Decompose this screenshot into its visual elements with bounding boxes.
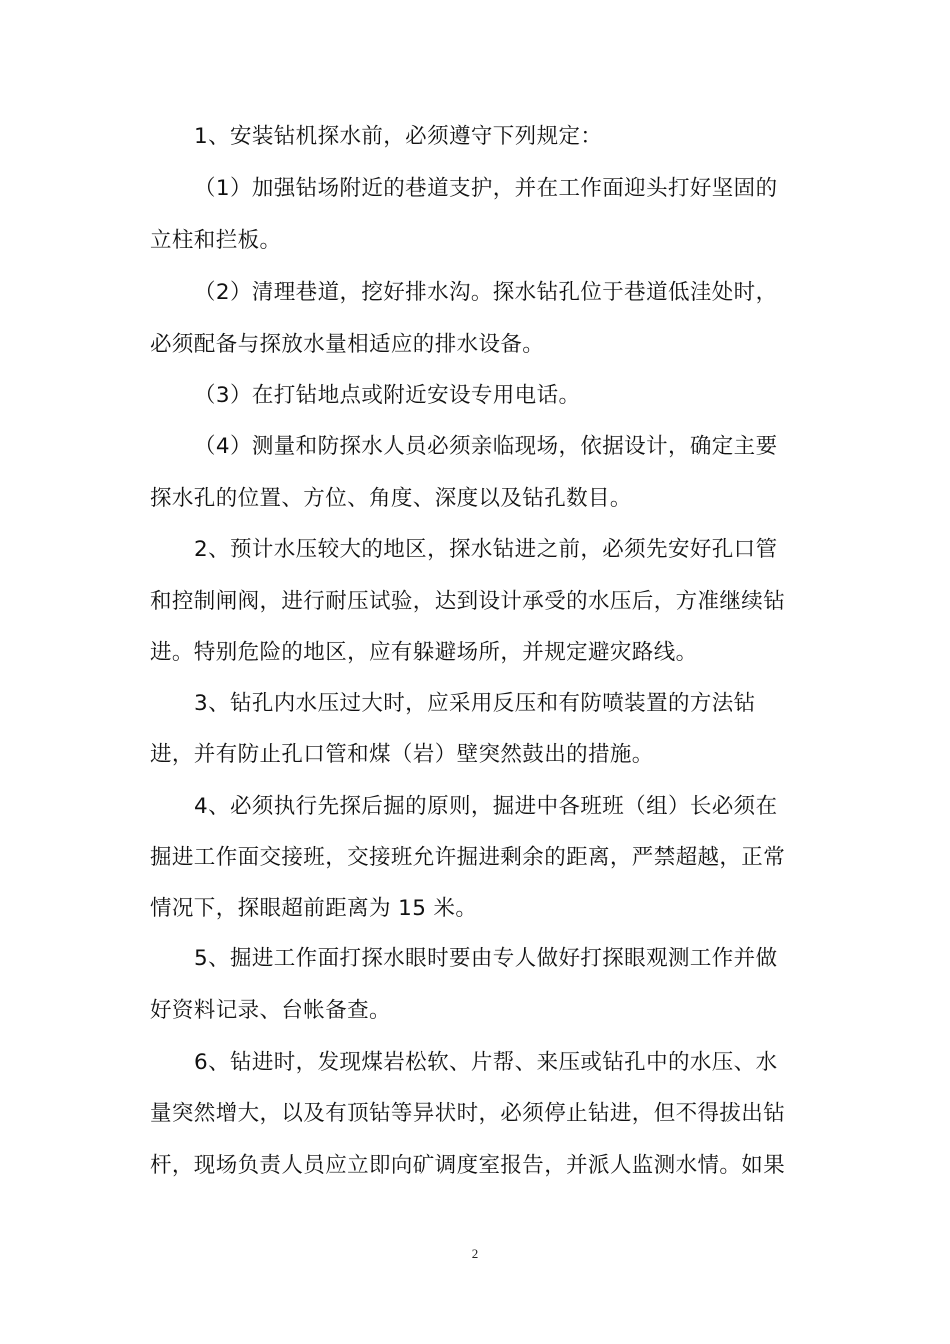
- text-line-2: （1）加强钻场附近的巷道支护，并在工作面迎头打好坚固的: [194, 176, 778, 201]
- text-line-5: 必须配备与探放水量相适应的排水设备。: [150, 332, 545, 357]
- text-line-19: 6、钻进时，发现煤岩松软、片帮、来压或钻孔中的水压、水: [194, 1050, 778, 1075]
- text-line-13: 进，并有防止孔口管和煤（岩）壁突然鼓出的措施。: [150, 742, 654, 767]
- text-line-6: （3）在打钻地点或附近安设专用电话。: [194, 383, 581, 408]
- text-line-3: 立柱和拦板。: [150, 228, 282, 253]
- text-line-12: 3、钻孔内水压过大时，应采用反压和有防喷装置的方法钻: [194, 691, 756, 716]
- text-line-1: 1、安装钻机探水前，必须遵守下列规定：: [194, 124, 603, 149]
- text-line-15: 掘进工作面交接班，交接班允许掘进剩余的距离，严禁超越，正常: [150, 845, 786, 870]
- text-line-17: 5、掘进工作面打探水眼时要由专人做好打探眼观测工作并做: [194, 946, 778, 971]
- text-line-21: 杆，现场负责人员应立即向矿调度室报告，并派人监测水情。如果: [150, 1153, 786, 1178]
- text-line-20: 量突然增大，以及有顶钻等异状时，必须停止钻进，但不得拔出钻: [150, 1101, 786, 1126]
- text-line-10: 和控制闸阀，进行耐压试验，达到设计承受的水压后，方准继续钻: [150, 589, 786, 614]
- text-line-7: （4）测量和防探水人员必须亲临现场，依据设计，确定主要: [194, 434, 778, 459]
- page-number: 2: [471, 1246, 479, 1261]
- text-line-4: （2）清理巷道，挖好排水沟。探水钻孔位于巷道低洼处时，: [194, 280, 778, 305]
- text-line-16: 情况下，探眼超前距离为 15 米。: [150, 896, 478, 921]
- text-line-18: 好资料记录、台帐备查。: [150, 998, 391, 1023]
- text-line-14: 4、必须执行先探后掘的原则，掘进中各班班（组）长必须在: [194, 794, 778, 819]
- text-line-9: 2、预计水压较大的地区，探水钻进之前，必须先安好孔口管: [194, 537, 778, 562]
- text-line-8: 探水孔的位置、方位、角度、深度以及钻孔数目。: [150, 486, 632, 511]
- text-line-11: 进。特别危险的地区，应有躲避场所，并规定避灾路线。: [150, 640, 698, 665]
